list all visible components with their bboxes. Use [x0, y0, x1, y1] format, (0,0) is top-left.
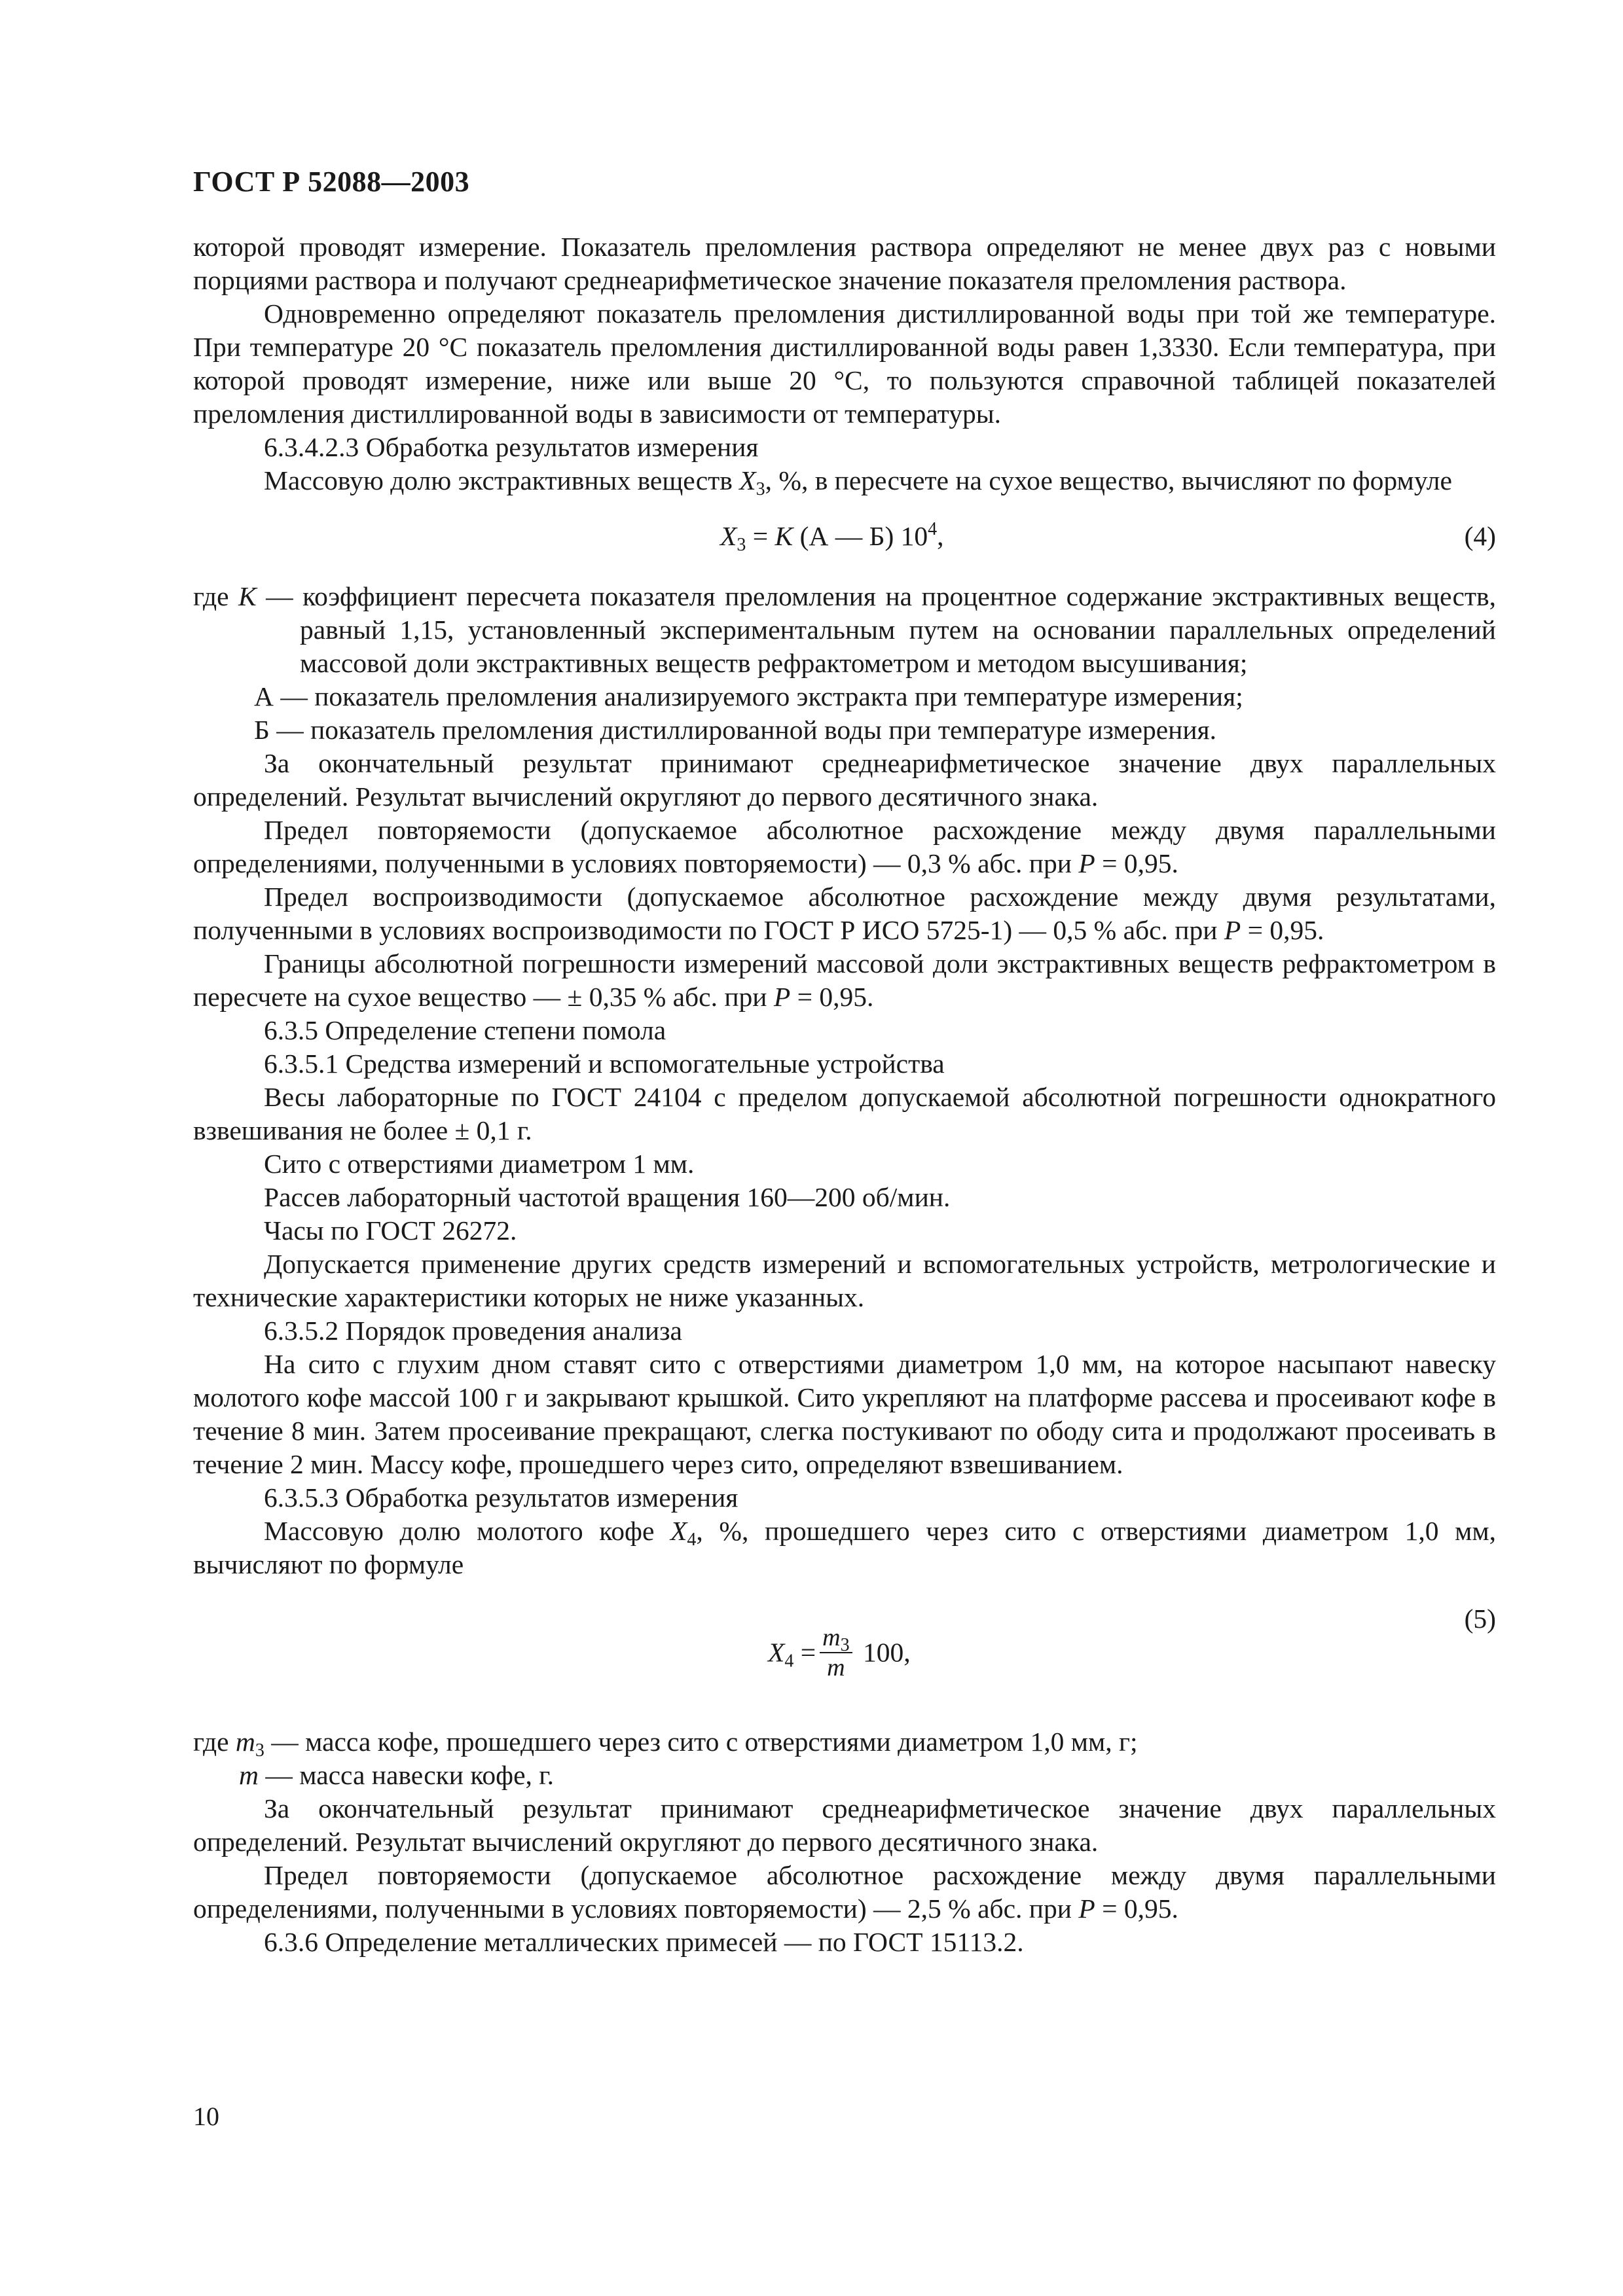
- formula-5: [193, 1594, 1496, 1719]
- definition-k: где K — коэффициент пересчета показателя преломления на процентное содержание экстрактивных веществ, равный 1,15, установленный экспериментальным путем на основании параллельных определений массовой доли экстрактивных веществ рефрактометром и методом высушивания;: [193, 581, 1496, 678]
- section-heading: 6.3.5 Определение степени помола: [264, 1015, 666, 1045]
- paragraph: Предел воспроизводимости (допускаемое абсолютное расхождение между двумя результатами, полученными в условиях воспроизводимости по ГОСТ Р ИСО 5725-1) — 0,5 % абс. при P = 0,95.: [193, 882, 1496, 945]
- document-body: [193, 230, 1496, 1959]
- paragraph: Границы абсолютной погрешности измерений массовой доли экстрактивных веществ рефрактометром в пересчете на сухое вещество — ± 0,35 % абс. при P = 0,95.: [193, 948, 1496, 1012]
- paragraph: которой проводят измерение. Показатель преломления раствора определяют не менее двух раз с новыми порциями раствора и получают среднеарифметическое значение показателя преломления раствора.: [193, 232, 1496, 295]
- paragraph: Массовую долю молотого кофе $X_4$, %, прошедшего через сито с отверстиями диаметром 1,0 мм, вычисляют по формуле: [193, 1516, 1496, 1579]
- paragraph: Весы лабораторные по ГОСТ 24104 с пределом допускаемой абсолютной погрешности однократного взвешивания не более ± 0,1 г.: [193, 1082, 1496, 1145]
- paragraph: Часы по ГОСТ 26272.: [264, 1215, 517, 1246]
- formula-4: [193, 503, 1496, 573]
- paragraph: Предел повторяемости (допускаемое абсолютное расхождение между двумя параллельными определениями, полученными в условиях повторяемости) — 2,5 % абс. при P = 0,95.: [193, 1860, 1496, 1924]
- definition-m3: где $m_3$ — масса кофе, прошедшего через сито с отверстиями диаметром 1,0 мм, г;: [193, 1727, 1138, 1761]
- formula-expression: $X_4$ = $\frac{m_3}{m}$ 100,: [768, 1624, 911, 1681]
- paragraph: На сито с глухим дном ставят сито с отверстиями диаметром 1,0 мм, на которое насыпают навеску молотого кофе массой 100 г и закрывают крышкой. Сито укрепляют на платформе рассева и просеивают кофе в течение 8 мин. Затем просеивание прекращают, слегка постукивают по ободу сита и продолжают просеивать в течение 2 мин. Массу кофе, прошедшего через сито, определяют взвешиванием.: [193, 1349, 1496, 1479]
- definition-a: А — показатель преломления анализируемого экстракта при температуре измерения;: [254, 681, 1243, 711]
- section-heading: 6.3.5.1 Средства измерений и вспомогательные устройства: [264, 1049, 945, 1079]
- section-heading: 6.3.5.2 Порядок проведения анализа: [264, 1316, 682, 1346]
- paragraph: Одновременно определяют показатель преломления дистиллированной воды при той же температуре. При температуре 20 °C показатель преломления дистиллированной воды равен 1,3330. Если температура, при которой проводят измерение, ниже или выше 20 °C, то пользуются справочной таблицей показателей преломления дистиллированной воды в зависимости от температуры.: [193, 298, 1496, 429]
- paragraph: Массовую долю экстрактивных веществ $X_3$, %, в пересчете на сухое вещество, вычисляют по формуле: [264, 465, 1452, 499]
- definition-b: Б — показатель преломления дистиллированной воды при температуре измерения.: [254, 715, 1217, 745]
- paragraph: Сито с отверстиями диаметром 1 мм.: [264, 1149, 695, 1179]
- definition-m: m — масса навески кофе, г.: [239, 1760, 554, 1790]
- formula-definitions: [193, 1725, 1496, 1792]
- section-heading: 6.3.4.2.3 Обработка результатов измерения: [264, 432, 759, 462]
- paragraph: За окончательный результат принимают среднеарифметическое значение двух параллельных определений. Результат вычислений округляют до первого десятичного знака.: [193, 748, 1496, 812]
- paragraph: Рассев лабораторный частотой вращения 160—200 об/мин.: [264, 1182, 951, 1212]
- paragraph: За окончательный результат принимают среднеарифметическое значение двух параллельных определений. Результат вычислений округляют до первого десятичного знака.: [193, 1793, 1496, 1857]
- formula-definitions: [193, 580, 1496, 747]
- page-number: 10: [193, 2102, 219, 2131]
- formula-number: (4): [1464, 521, 1496, 551]
- formula-number: (5): [1464, 1604, 1496, 1634]
- formula-expression: $X_3 = K$ (А — Б) $10^4$,: [720, 519, 944, 555]
- paragraph: Допускается применение других средств измерений и вспомогательных устройств, метрологические и технические характеристики которых не ниже указанных.: [193, 1249, 1496, 1312]
- section-heading: 6.3.6 Определение металлических примесей — по ГОСТ 15113.2.: [264, 1927, 1024, 1957]
- document-header: ГОСТ Р 52088—2003: [193, 166, 470, 198]
- formula-fraction: $\frac{m_3}{m}$: [820, 1623, 852, 1682]
- section-heading: 6.3.5.3 Обработка результатов измерения: [264, 1482, 739, 1513]
- paragraph: Предел повторяемости (допускаемое абсолютное расхождение между двумя параллельными определениями, полученными в условиях повторяемости) — 0,3 % абс. при P = 0,95.: [193, 815, 1496, 878]
